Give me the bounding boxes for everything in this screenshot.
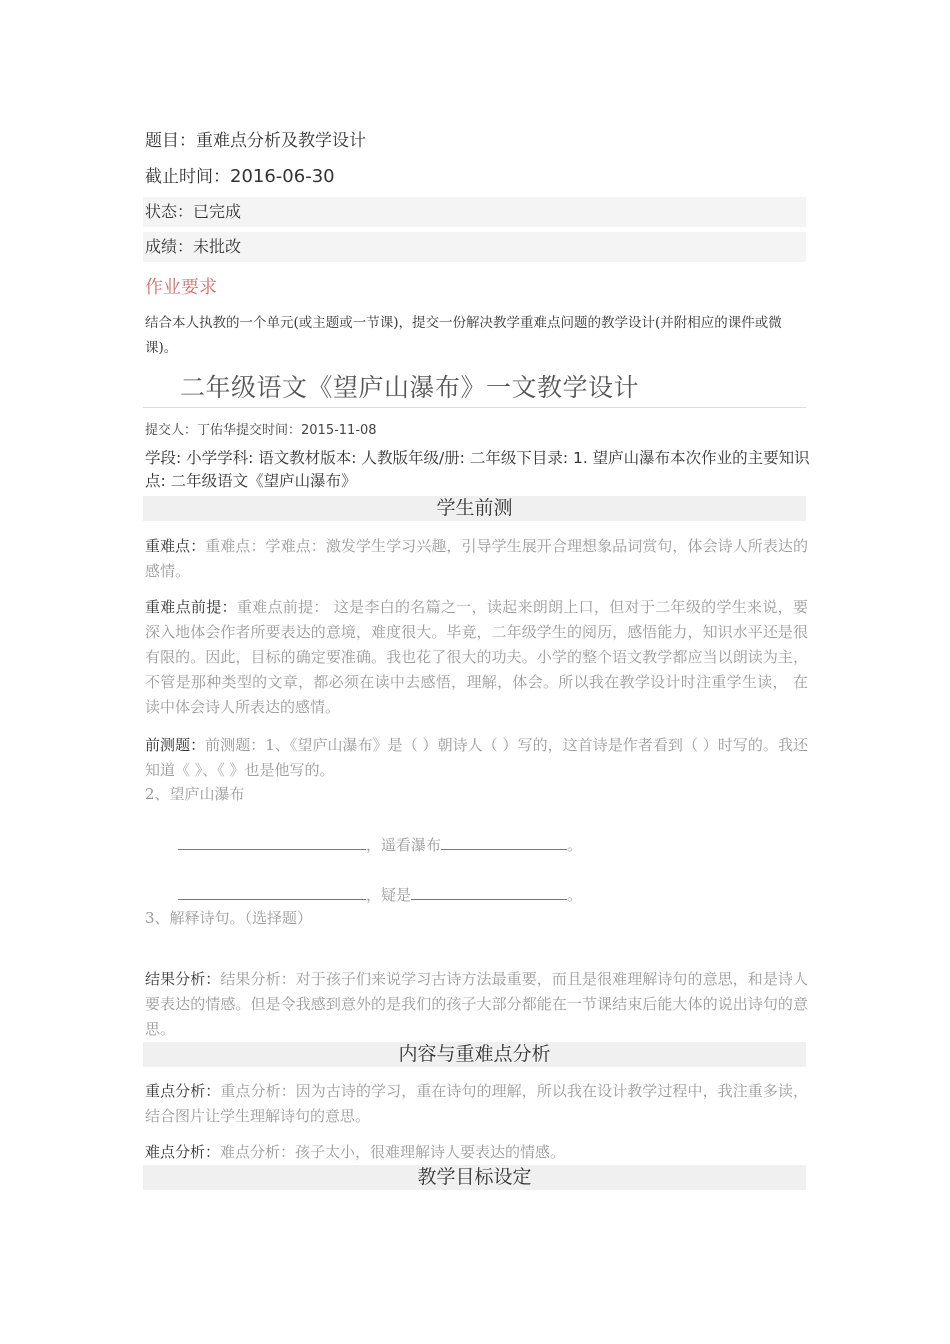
pretest-question [145, 733, 808, 783]
question-label: 前测题： [145, 736, 206, 754]
blank-3 [178, 883, 366, 900]
poem-line-2-mid: ，疑是 [366, 886, 412, 904]
key-analysis-label: 重点分析： [145, 1082, 221, 1100]
status-text: 状态：已完成 [145, 202, 242, 221]
result-analysis [145, 967, 808, 1042]
section-heading-pretest: 学生前测 [143, 496, 806, 521]
question-3: 3、解释诗句。（选择题） [145, 909, 313, 927]
key-points-text: 重难点：学难点：激发学生学习兴趣，引导学生展开合理想象品词赏句，体会诗人所表达的感情。 [145, 537, 808, 580]
deadline-value: 2016-06-30 [230, 166, 335, 187]
key-analysis-text: 重点分析：因为古诗的学习，重在诗句的理解，所以我在设计教学过程中，我注重多读，结合图片让学生理解诗句的意思。 [145, 1082, 808, 1125]
premise-label: 重难点前提： [145, 598, 237, 616]
deadline [145, 162, 335, 187]
question-2: 2、望庐山瀑布 [145, 785, 245, 803]
poem-line-2-end: 。 [567, 886, 583, 904]
submission-info: 学段: 小学学科: 语文教材版本: 人教版年级/册: 二年级下目录: 1. 望庐山瀑布本次作业的主要知识点: 二年级语文《望庐山瀑布》 [145, 449, 810, 490]
difficult-analysis-text: 难点分析：孩子太小，很难理解诗人要表达的情感。 [220, 1143, 566, 1161]
premise-text: 重难点前提： 这是李白的名篇之一，读起来朗朗上口，但对于二年级的学生来说，要深入地体会作者所要表达的意境，难度很大。毕竟，二年级学生的阅历，感悟能力，知识水平还是很有限的。因此，目标的确定要准确。我也花了很大的功夫。小学的整个语文教学都应当以朗读为主，不管是那种类型的文章，都必须在读中去感悟，理解，体会。所以我在教学设计时注重学生读， 在读中体会诗人所表达的感情。 [145, 598, 808, 716]
grade-text: 成绩：未批改 [145, 237, 242, 256]
poem-line-2 [178, 883, 582, 905]
submission-title: 二年级语文《望庐山瀑布》一文教学设计 [180, 373, 640, 402]
key-analysis [145, 1079, 808, 1129]
result-text: 结果分析：对于孩子们来说学习古诗方法最重要，而且是很难理解诗句的意思，和是诗人要表达的情感。但是令我感到意外的是我们的孩子大部分都能在一节课结束后能大体的说出诗句的意思。 [145, 970, 808, 1038]
status-row-bg [143, 197, 806, 227]
requirement-text: 结合本人执教的一个单元(或主题或一节课)，提交一份解决教学重难点问题的教学设计(并附相应的课件或微课)。 [145, 315, 782, 356]
title-divider [143, 407, 806, 408]
result-label: 结果分析： [145, 970, 221, 988]
difficult-analysis [145, 1140, 808, 1165]
title-value: 重难点分析及教学设计 [196, 131, 366, 151]
title-label: 题目： [145, 131, 196, 151]
poem-line-1-mid: ，遥看瀑布 [366, 836, 442, 854]
poem-line-1 [178, 833, 582, 855]
assignment-title [145, 126, 366, 151]
blank-2 [441, 833, 567, 850]
poem-line-1-end: 。 [567, 836, 583, 854]
deadline-label: 截止时间： [145, 167, 230, 187]
question-text: 前测题：1、《望庐山瀑布》是（ ）朝诗人（ ）写的，这首诗是作者看到（ ）时写的。我还知道《 》、《 》也是他写的。 [145, 736, 808, 779]
grade-row-bg [143, 232, 806, 262]
difficult-analysis-label: 难点分析： [145, 1143, 221, 1161]
key-points-label: 重难点： [145, 537, 206, 555]
section-heading-goals: 教学目标设定 [143, 1165, 806, 1190]
submitter-line: 提交人：丁佑华提交时间：2015-11-08 [145, 423, 377, 438]
blank-4 [411, 883, 567, 900]
pretest-premise [145, 595, 808, 720]
blank-1 [178, 833, 366, 850]
pretest-key-points [145, 534, 808, 584]
section-heading-analysis: 内容与重难点分析 [143, 1042, 806, 1067]
requirement-heading: 作业要求 [145, 277, 217, 298]
